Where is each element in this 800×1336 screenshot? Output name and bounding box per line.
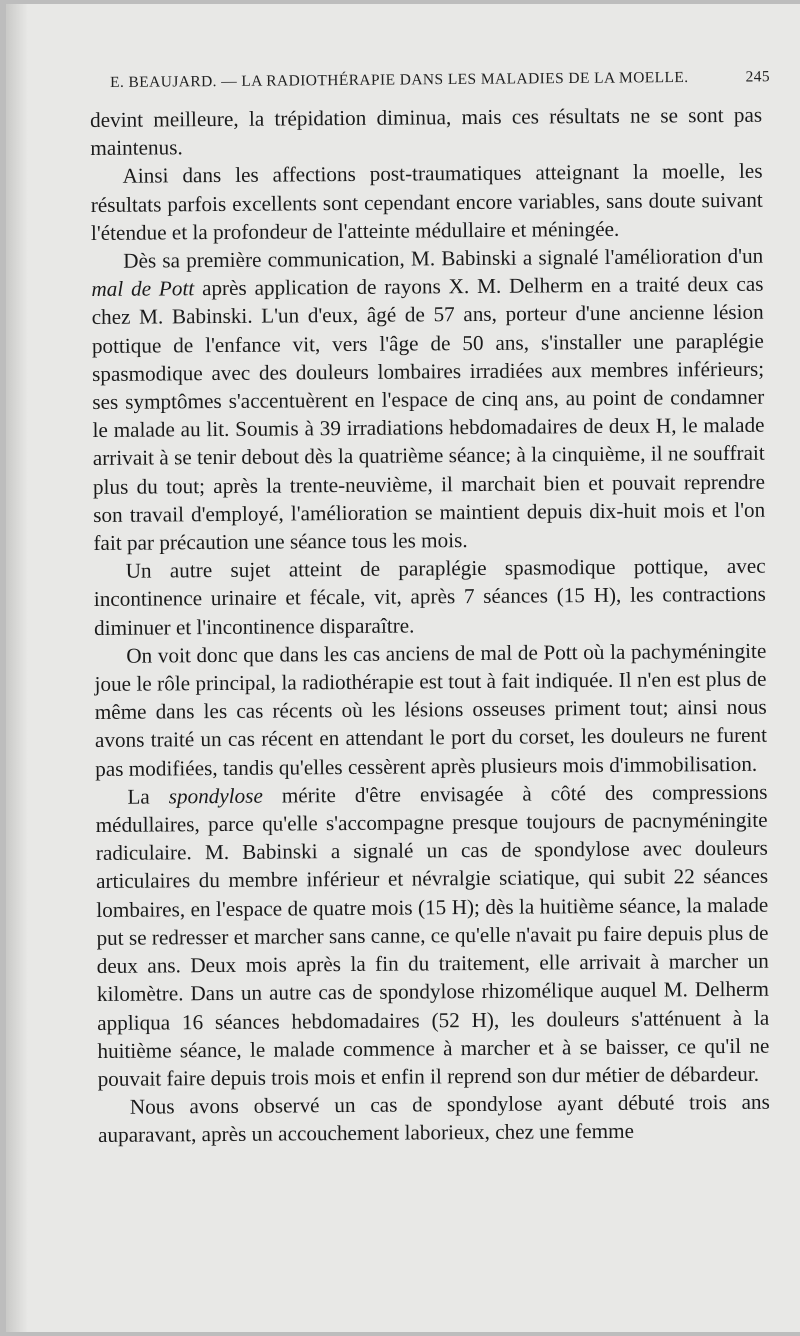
- text-run: devint meilleure, la trépidation diminua, mais ces résultats ne se sont pas maintenus.: [90, 102, 763, 161]
- running-header: [110, 68, 770, 92]
- text-run: On voit donc que dans les cas anciens de mal de Pott où la pachyméningite joue le rôle principal, la radiothérapie est tout à fait indiquée. Il n'en est plus de même dans les cas récents où les lésions osseuses priment tout; ainsi nous avons traité un cas récent en attendant le port du corset, les douleurs ne furent pas modifiées, tandis qu'elles cessèrent après plusieurs mois d'immobilisation.: [94, 638, 768, 781]
- text-run: Dès sa première communication, M. Babinski a signalé l'amélioration d'un: [123, 243, 764, 273]
- paragraph-mal-de-pott: [91, 242, 765, 558]
- paragraph-spondylose: [95, 778, 769, 1094]
- text-run: Ainsi dans les affections post-traumatiques atteignant la moelle, les résultats parfois excellents sont cependant encore variables, sans doute suivant l'étendue et la profondeur de l'atteinte médullaire et méningée.: [90, 159, 763, 245]
- text-run: mérite d'être envisagée à côté des compressions médullaires, parce qu'elle s'accompagne presque toujours de pacnyméningite radiculaire. M. Babinski a signalé un cas de spondylose avec douleurs articulaires du membre inférieur et névralgie sciatique, qui subit 22 séances lombaires, en l'espace de quatre mois (15 H); dès la huitième séance, la malade put se redresser et marcher sans canne, ce qu'elle n'avait pu faire depuis plus de deux ans. Deux mois après la fin du traitement, elle arrivait à marcher un kilomètre. Dans un autre cas de spondylose rhizomélique auquel M. Delherm appliqua 16 séances hebdomadaires (52 H), les douleurs s'atténuent à la huitième séance, le malade commence à marcher et à se baisser, ce qu'il ne pouvait faire depuis trois mois et enfin il reprend son dur métier de débardeur.: [95, 779, 770, 1091]
- italic-term-mal-de-pott: mal de Pott: [91, 276, 195, 302]
- paragraph-second-case: [94, 552, 767, 642]
- italic-term-spondylose: spondylose: [168, 783, 263, 809]
- paragraph-observed-case: [98, 1088, 770, 1150]
- page-number: 245: [745, 68, 771, 86]
- paragraph-conclusion: [94, 637, 767, 783]
- book-page: [6, 4, 800, 1332]
- paragraph-continued: [90, 101, 762, 163]
- text-run: Nous avons observé un cas de spondylose ayant débuté trois ans auparavant, après un accouchement laborieux, chez une femme: [97, 1089, 770, 1148]
- paragraph-post-traumatic: [90, 157, 763, 247]
- body-text: [90, 101, 770, 1150]
- text-run: après application de rayons X. M. Delherm en a traité deux cas chez M. Babinski. L'un d'eux, âgé de 57 ans, porteur d'une ancienne lésion pottique de l'enfance vit, vers l'âge de 50 ans, s'installer une paraplégie spasmodique avec des douleurs lombaires irradiées aux membres inférieurs; ses symptômes s'accentuèrent en l'espace de cinq ans, au point de condamner le malade au lit. Soumis à 39 irradiations hebdomadaires de deux H, le malade arrivait à se tenir debout dès la quatrième séance; à la cinquième, il ne souffrait plus du tout; après la trente-neuvième, il marchait bien et pouvait reprendre son travail d'employé, l'amélioration se maintient depuis dix-huit mois et l'on fait par précaution une séance tous les mois.: [91, 271, 766, 556]
- running-title: E. BEAUJARD. — LA RADIOTHÉRAPIE DANS LES MALADIES DE LA MOELLE.: [110, 68, 689, 91]
- text-run: Un autre sujet atteint de paraplégie spasmodique pottique, avec incontinence urinaire et fécale, vit, après 7 séances (15 H), les contractions diminuer et l'incontinence disparaître.: [93, 553, 766, 640]
- text-run: La: [127, 784, 169, 809]
